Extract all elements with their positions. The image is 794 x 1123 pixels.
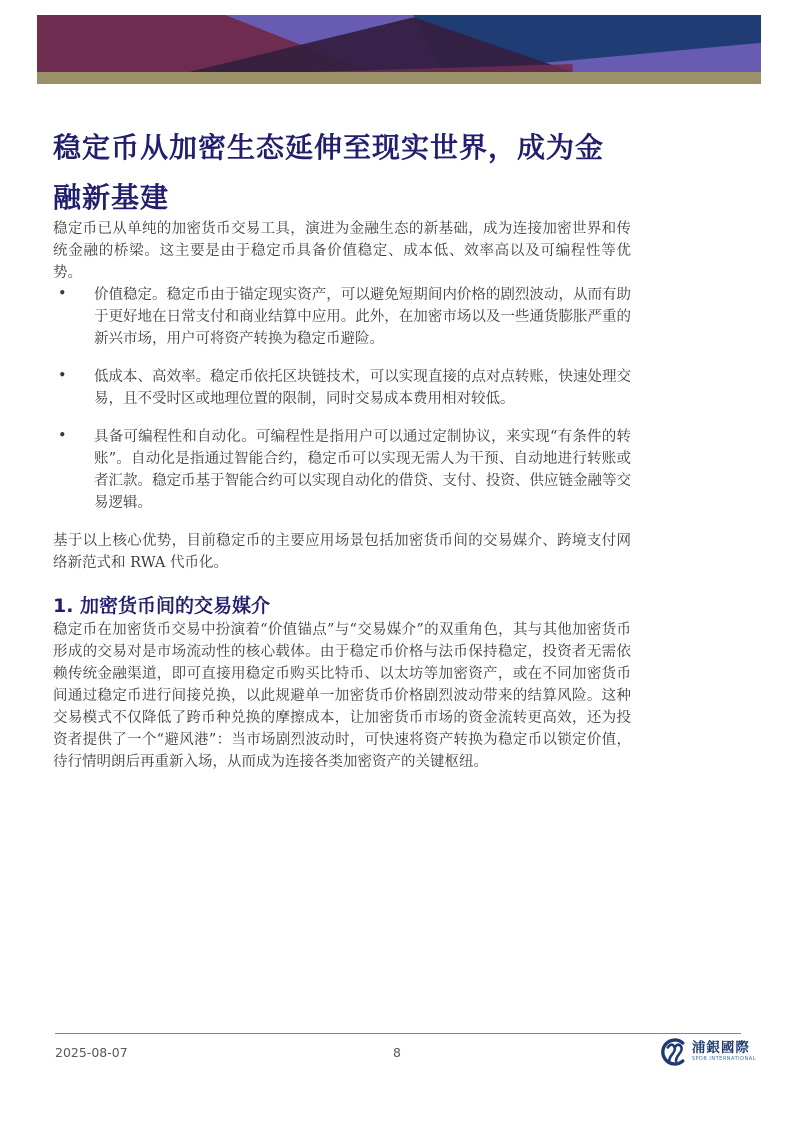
banner-olive-strip [37,72,761,84]
bullet-icon: • [58,368,67,384]
bullet-icon: • [58,286,67,302]
summary-paragraph: 基于以上核心优势，目前稳定币的主要应用场景包括加密货币间的交易媒介、跨境支付网络新范式和 RWA 代币化。 [53,533,631,571]
logo-subtitle: SPDB INTERNATIONAL [691,1056,756,1063]
logo-text-block [691,1039,756,1063]
page-title: 稳定币从加密生态延伸至现实世界，成为金融新基建 [53,130,605,214]
bullet-item-programmability [53,426,631,514]
advantage-bullet-list [53,284,631,514]
logo-name: 浦銀國際 [691,1039,750,1056]
article-body [53,218,631,773]
header-banner [37,15,761,72]
section-paragraph: 稳定币在加密货币交易中扮演着“价值锚点”与“交易媒介”的双重角色，其与其他加密货币形成的交易对是市场流动性的核心载体。由于稳定币价格与法币保持稳定，投资者无需依赖传统金融渠道，即可直接用稳定币购买比特币、以太坊等加密资产，或在不同加密货币间通过稳定币进行间接兑换，以此规避单一加密货币价格剧烈波动带来的结算风险。这种交易模式不仅降低了跨币种兑换的摩擦成本，让加密货币市场的资金流转更高效，还为投资者提供了一个“避风港”：当市场剧烈波动时，可快速将资产转换为稳定币以锁定价值，待行情明朗后再重新入场，从而成为连接各类加密资产的关键枢纽。 [53,622,631,770]
bullet-item-value-stability [53,284,631,350]
spdb-logo-icon [658,1037,688,1067]
bullet-text: 低成本、高效率。稳定币依托区块链技术，可以实现直接的点对点转账，快速处理交易，且不受时区或地理位置的限制，同时交易成本费用相对较低。 [94,369,631,407]
bullet-item-low-cost [53,366,631,410]
intro-paragraph: 稳定币已从单纯的加密货币交易工具，演进为金融生态的新基础，成为连接加密世界和传统金融的桥梁。这主要是由于稳定币具备价值稳定、成本低、效率高以及可编程性等优势。 [53,221,631,281]
bullet-icon: • [58,428,67,444]
footer-divider [55,1033,741,1034]
footer-logo [658,1037,756,1067]
bullet-text: 具备可编程性和自动化。可编程性是指用户可以通过定制协议，来实现“有条件的转账”。自动化是指通过智能合约，稳定币可以实现无需人为干预、自动地进行转账或者汇款。稳定币基于智能合约可以实现自动化的借贷、支付、投资、供应链金融等交易逻辑。 [94,429,631,511]
footer-date: 2025-08-07 [55,1045,128,1060]
footer-page-number: 8 [393,1045,401,1060]
section-heading: 1. 加密货币间的交易媒介 [53,595,271,617]
bullet-text: 价值稳定。稳定币由于锚定现实资产，可以避免短期间内价格的剧烈波动，从而有助于更好地在日常支付和商业结算中应用。此外，在加密市场以及一些通货膨胀严重的新兴市场，用户可将资产转换为稳定币避险。 [94,287,631,347]
